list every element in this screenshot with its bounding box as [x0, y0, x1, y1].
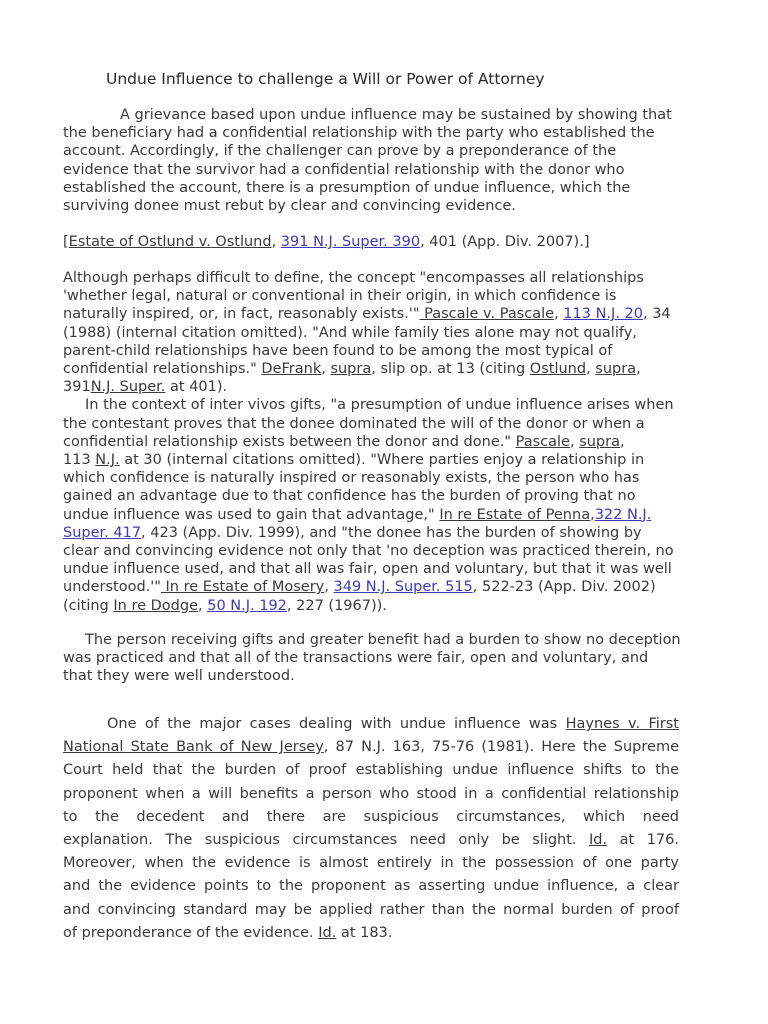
reporter-ref: N.J.	[95, 452, 120, 469]
text-line: Moreover, when the evidence is almost entirely in the possession of one party	[63, 855, 679, 872]
bracket-text: [	[63, 234, 69, 250]
text-line: to the decedent and there are suspicious circumstances, which need	[63, 808, 679, 825]
text-run: at 401).	[165, 379, 228, 396]
text-run: , slip op. at 13 (citing	[371, 361, 530, 378]
citation-link[interactable]: 322 N.J.	[594, 506, 652, 523]
text-run: 391	[63, 379, 91, 396]
text-line: surviving donee must rebut by clear and convincing evidence.	[63, 198, 516, 215]
text-line: clear and convincing evidence not only that 'no deception was practiced therein, no	[63, 543, 674, 560]
text-line: Although perhaps difficult to define, the concept "encompasses all relationships	[63, 270, 644, 286]
case-name: Pascale	[515, 433, 570, 450]
text-run: of preponderance of the evidence.	[63, 924, 319, 941]
text-run: ,	[198, 597, 208, 614]
text-line: the contestant proves that the donee dominated the will of the donor or when a	[63, 415, 645, 432]
citation-ostlund	[63, 233, 711, 251]
text-run: confidential relationship exists between the donor and done."	[63, 433, 516, 450]
case-name: Haynes v. First	[565, 716, 679, 732]
case-name: National State Bank of New Jersey	[63, 739, 324, 756]
text-run: ,	[554, 306, 564, 323]
text-run: ,	[619, 433, 625, 450]
supra-ref: supra	[579, 433, 620, 450]
text-run: at 183.	[336, 924, 393, 941]
citation-link[interactable]: 391 N.J. Super. 390	[280, 234, 421, 250]
citation-link[interactable]: 349 N.J. Super. 515	[333, 579, 473, 596]
text-line: undue influence used, and that all was fair, open and voluntary, but that it was well	[63, 561, 672, 578]
text-line: (1988) (internal citation omitted). "And while family ties alone may not qualify,	[63, 324, 637, 341]
text-run: , 87 N.J. 163, 75-76 (1981). Here the Supreme	[323, 739, 679, 756]
text-run: 113	[63, 452, 96, 469]
text-line: the beneficiary had a confidential relationship with the party who established the	[63, 125, 655, 142]
text-line: was practiced and that all of the transactions were fair, open and voluntary, and	[63, 650, 649, 667]
paragraph-burden	[63, 631, 711, 686]
text-run: undue influence was used to gain that advantage,"	[63, 506, 440, 523]
text-run: , 227 (1967)).	[286, 597, 387, 614]
text-run: ,	[586, 361, 596, 378]
case-name: In re Estate of Penna	[439, 506, 591, 523]
text-line: and the evidence points to the proponent as asserting undue influence, a clear	[63, 878, 679, 895]
text-line	[63, 524, 711, 542]
text-line: established the account, there is a presumption of undue influence, which the	[63, 179, 631, 196]
case-name: In re Estate of Mosery	[160, 579, 325, 596]
text-run: explanation. The suspicious circumstances need only be slight.	[63, 832, 590, 849]
text-line	[63, 922, 679, 945]
text-run: ,	[569, 433, 580, 450]
citation-link[interactable]: 113 N.J. 20	[563, 306, 643, 323]
citation-link[interactable]: 50 N.J. 192	[207, 597, 287, 614]
id-ref: Id.	[589, 832, 608, 849]
text-run: , 34	[642, 306, 671, 323]
text-run: ,	[271, 234, 281, 250]
text-run: at 30 (internal citations omitted). "Where parties enjoy a relationship in	[119, 452, 645, 469]
text-line	[63, 597, 711, 615]
case-name: Pascale v. Pascale	[419, 306, 555, 323]
text-line	[63, 378, 711, 396]
text-line: parent-child relationships have been found to be among the most typical of	[63, 342, 613, 359]
text-line	[63, 433, 711, 451]
text-run: ,	[636, 361, 641, 378]
supra-ref: supra	[595, 361, 637, 378]
text-run: ,	[324, 579, 334, 596]
text-line: 'whether legal, natural or conventional in their origin, in which confidence is	[63, 288, 617, 305]
text-line: account. Accordingly, if the challenger can prove by a preponderance of the	[63, 143, 617, 160]
text-run: , 423 (App. Div. 1999), and "the donee has the burden of showing by	[141, 524, 642, 541]
text-line	[63, 451, 711, 469]
text-run: confidential relationships."	[63, 361, 262, 378]
paragraph-concept-definition	[63, 269, 711, 615]
paragraph-confidential-relationship	[63, 106, 711, 215]
text-line: The person receiving gifts and greater benefit had a burden to show no deception	[85, 632, 681, 648]
text-line	[63, 736, 679, 759]
text-run: at 176.	[607, 832, 679, 849]
text-line: Court held that the burden of proof establishing undue influence shifts to the	[63, 762, 679, 779]
text-line: gained an advantage due to that confidence has the burden of proving that no	[63, 488, 636, 505]
text-line: evidence that the survivor had a confidential relationship with the donor who	[63, 161, 625, 178]
text-run: ,	[321, 361, 331, 378]
text-line	[63, 713, 679, 736]
text-run: (citing	[63, 597, 114, 614]
text-run: , 401 (App. Div. 2007).]	[420, 234, 590, 250]
citation-link[interactable]: Super. 417	[63, 524, 142, 541]
text-line: and convincing standard may be applied rather than the normal burden of proof	[63, 901, 679, 918]
case-name: DeFrank	[261, 361, 322, 378]
text-line	[63, 506, 711, 524]
text-line: which confidence is naturally inspired or reasonably exists, the person who has	[63, 470, 640, 487]
text-line	[63, 233, 711, 251]
text-line	[63, 360, 711, 378]
reporter-ref: N.J. Super.	[90, 379, 166, 396]
document-title: Undue Influence to challenge a Will or Power of Attorney	[106, 70, 545, 88]
text-line: that they were well understood.	[63, 668, 295, 685]
text-line	[63, 305, 711, 323]
text-run: naturally inspired, or, in fact, reasonably exists.'"	[63, 306, 420, 323]
case-name: In re Dodge	[113, 597, 198, 614]
text-run: One of the major cases dealing with undue influence was	[107, 716, 566, 732]
text-line: proponent when a will benefits a person who stood in a confidential relationship	[63, 785, 679, 802]
text-run: understood.'"	[63, 579, 161, 596]
paragraph-haynes	[63, 713, 679, 945]
text-line	[63, 829, 679, 852]
case-name: Estate of Ostlund v. Ostlund	[68, 234, 272, 250]
text-line: A grievance based upon undue influence may be sustained by showing that	[120, 107, 672, 123]
text-line: In the context of inter vivos gifts, "a presumption of undue influence arises when	[85, 397, 674, 414]
case-name: Ostlund	[529, 361, 587, 378]
supra-ref: supra	[330, 361, 372, 378]
id-ref: Id.	[318, 924, 337, 941]
text-line	[63, 578, 711, 596]
text-run: ,	[590, 506, 595, 523]
text-run: , 522-23 (App. Div. 2002)	[472, 579, 656, 596]
